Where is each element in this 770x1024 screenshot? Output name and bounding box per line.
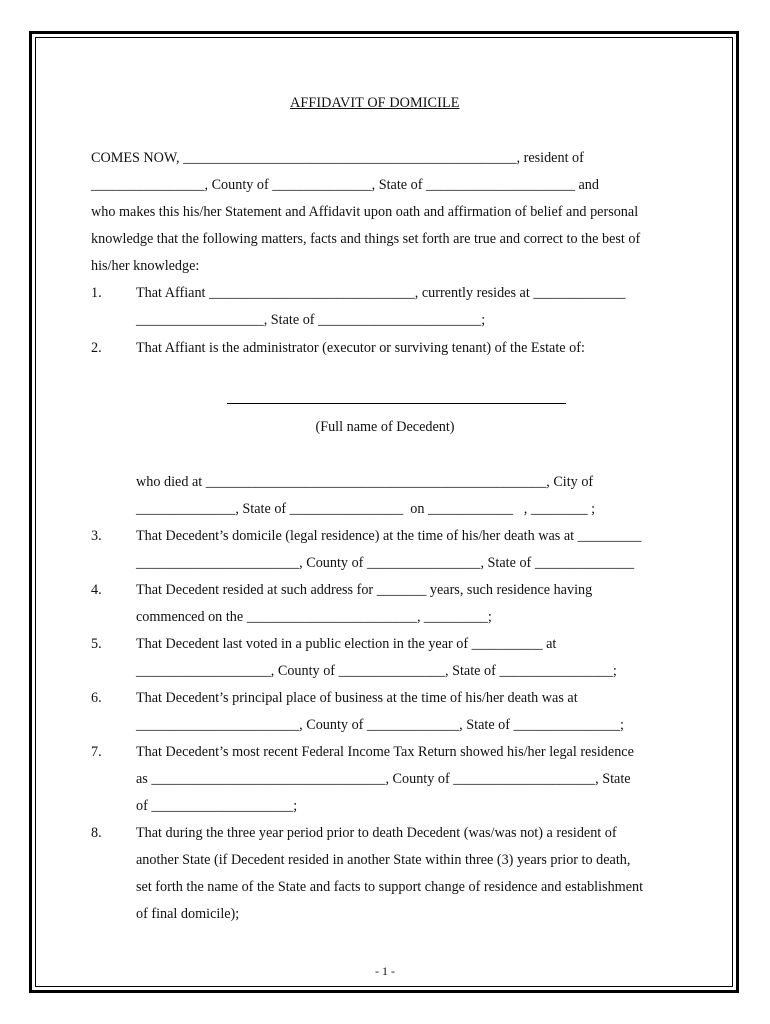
paragraph-5-line-2: ___________________, County of _______________, State of ________________;: [136, 663, 617, 679]
paragraph-3-number: 3.: [91, 528, 102, 544]
intro-line-4: knowledge that the following matters, facts and things set forth are true and correct to the best of: [91, 231, 641, 247]
paragraph-5-line-1: That Decedent last voted in a public election in the year of __________ at: [136, 636, 557, 652]
paragraph-5-number: 5.: [91, 636, 102, 652]
paragraph-7-number: 7.: [91, 744, 102, 760]
paragraph-4-line-2: commenced on the ________________________, _________;: [136, 609, 492, 625]
paragraph-7-line-2: as _________________________________, County of ____________________, State: [136, 771, 631, 787]
intro-line-3: who makes this his/her Statement and Affidavit upon oath and affirmation of belief and personal: [91, 204, 639, 220]
paragraph-1-line-2: __________________, State of _______________________;: [136, 312, 486, 328]
paragraph-8-line-1: That during the three year period prior to death Decedent (was/was not) a resident of: [136, 825, 617, 841]
paragraph-7-line-3: of ____________________;: [136, 798, 298, 814]
intro-line-1: COMES NOW, _______________________________________________, resident of: [91, 150, 584, 166]
died-at-line-2: ______________, State of ________________ on ____________ , ________ ;: [136, 501, 596, 517]
paragraph-1-line-1: That Affiant _____________________________, currently resides at _____________: [136, 285, 626, 301]
paragraph-2-number: 2.: [91, 340, 102, 356]
paragraph-6-line-1: That Decedent’s principal place of business at the time of his/her death was at: [136, 690, 578, 706]
paragraph-4-number: 4.: [91, 582, 102, 598]
paragraph-8-line-2: another State (if Decedent resided in another State within three (3) years prior to death,: [136, 852, 631, 868]
paragraph-1-number: 1.: [91, 285, 102, 301]
paragraph-8-number: 8.: [91, 825, 102, 841]
paragraph-8-line-3: set forth the name of the State and facts to support change of residence and establishment: [136, 879, 644, 895]
paragraph-2-line-1: That Affiant is the administrator (executor or surviving tenant) of the Estate of:: [136, 340, 585, 356]
intro-line-5: his/her knowledge:: [91, 258, 200, 274]
paragraph-6-number: 6.: [91, 690, 102, 706]
paragraph-3-line-1: That Decedent’s domicile (legal residence) at the time of his/her death was at _________: [136, 528, 642, 544]
document-title: AFFIDAVIT OF DOMICILE: [290, 95, 460, 111]
paragraph-4-line-1: That Decedent resided at such address for _______ years, such residence having: [136, 582, 593, 598]
paragraph-8-line-4: of final domicile);: [136, 906, 240, 922]
paragraph-6-line-2: _______________________, County of _____________, State of _______________;: [136, 717, 624, 733]
decedent-name-caption: (Full name of Decedent): [315, 419, 455, 435]
paragraph-7-line-1: That Decedent’s most recent Federal Income Tax Return showed his/her legal residence: [136, 744, 634, 760]
page-number: - 1 -: [375, 964, 395, 978]
intro-line-2: ________________, County of ______________, State of _____________________ and: [91, 177, 599, 193]
decedent-name-signature-line: [227, 403, 566, 404]
paragraph-3-line-2: _______________________, County of ________________, State of ______________: [136, 555, 635, 571]
died-at-line-1: who died at ________________________________________________, City of: [136, 474, 594, 490]
